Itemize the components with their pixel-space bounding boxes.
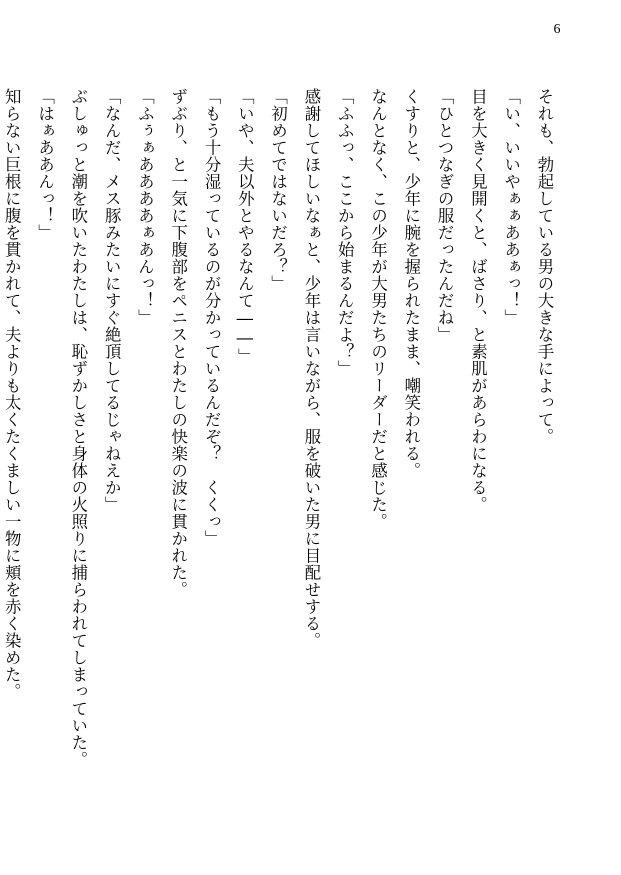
text-line: ぶしゅっと潮を吹いたわたしは、恥ずかしさと身体の火照りに捕らわれてしまっていた。 xyxy=(68,88,88,768)
text-line: 「もう十分湿っているのが分かっているんだぞ？ くくっ」 xyxy=(202,88,222,547)
text-line: 知らない巨根に腹を貫かれて、夫よりも太くたくましい一物に頬を赤く染めた。 xyxy=(2,88,22,700)
text-line: 「ふふっ、ここから始まるんだよ？」 xyxy=(335,88,355,377)
text-line: 「ふぅぁああああぁあんっ！」 xyxy=(135,88,155,326)
page-number: 6 xyxy=(553,22,561,37)
text-line: 目を大きく見開くと、ばさり、と素肌があらわになる。 xyxy=(468,88,488,513)
text-line: 「いや、夫以外とやるなんて――」 xyxy=(235,88,255,366)
text-line: 「はぁああんっ！」 xyxy=(35,88,55,241)
text-line: 「ひとつなぎの服だったんだね」 xyxy=(435,88,455,343)
text-line: 「初めてではないだろ？」 xyxy=(268,88,288,292)
text-line: くすりと、少年に腕を握られたまま、嘲笑われる。 xyxy=(401,88,421,479)
text-line: 「い、いいやぁぁああぁっ！」 xyxy=(501,88,521,326)
text-line: 「なんだ、メス豚みたいにすぐ絶頂してるじゃねえか」 xyxy=(102,88,122,513)
text-line: ずぶり、と一気に下腹部をペニスとわたしの快楽の波に貫かれた。 xyxy=(168,88,188,598)
text-line: なんとなく、この少年が大男たちのリーダーだと感じた。 xyxy=(368,88,388,530)
text-line: 感謝してほしいなぁと、少年は言いながら、服を破いた男に目配せする。 xyxy=(301,88,321,649)
body-text xyxy=(0,88,561,848)
text-line: それも、勃起している男の大きな手によって。 xyxy=(535,88,554,445)
